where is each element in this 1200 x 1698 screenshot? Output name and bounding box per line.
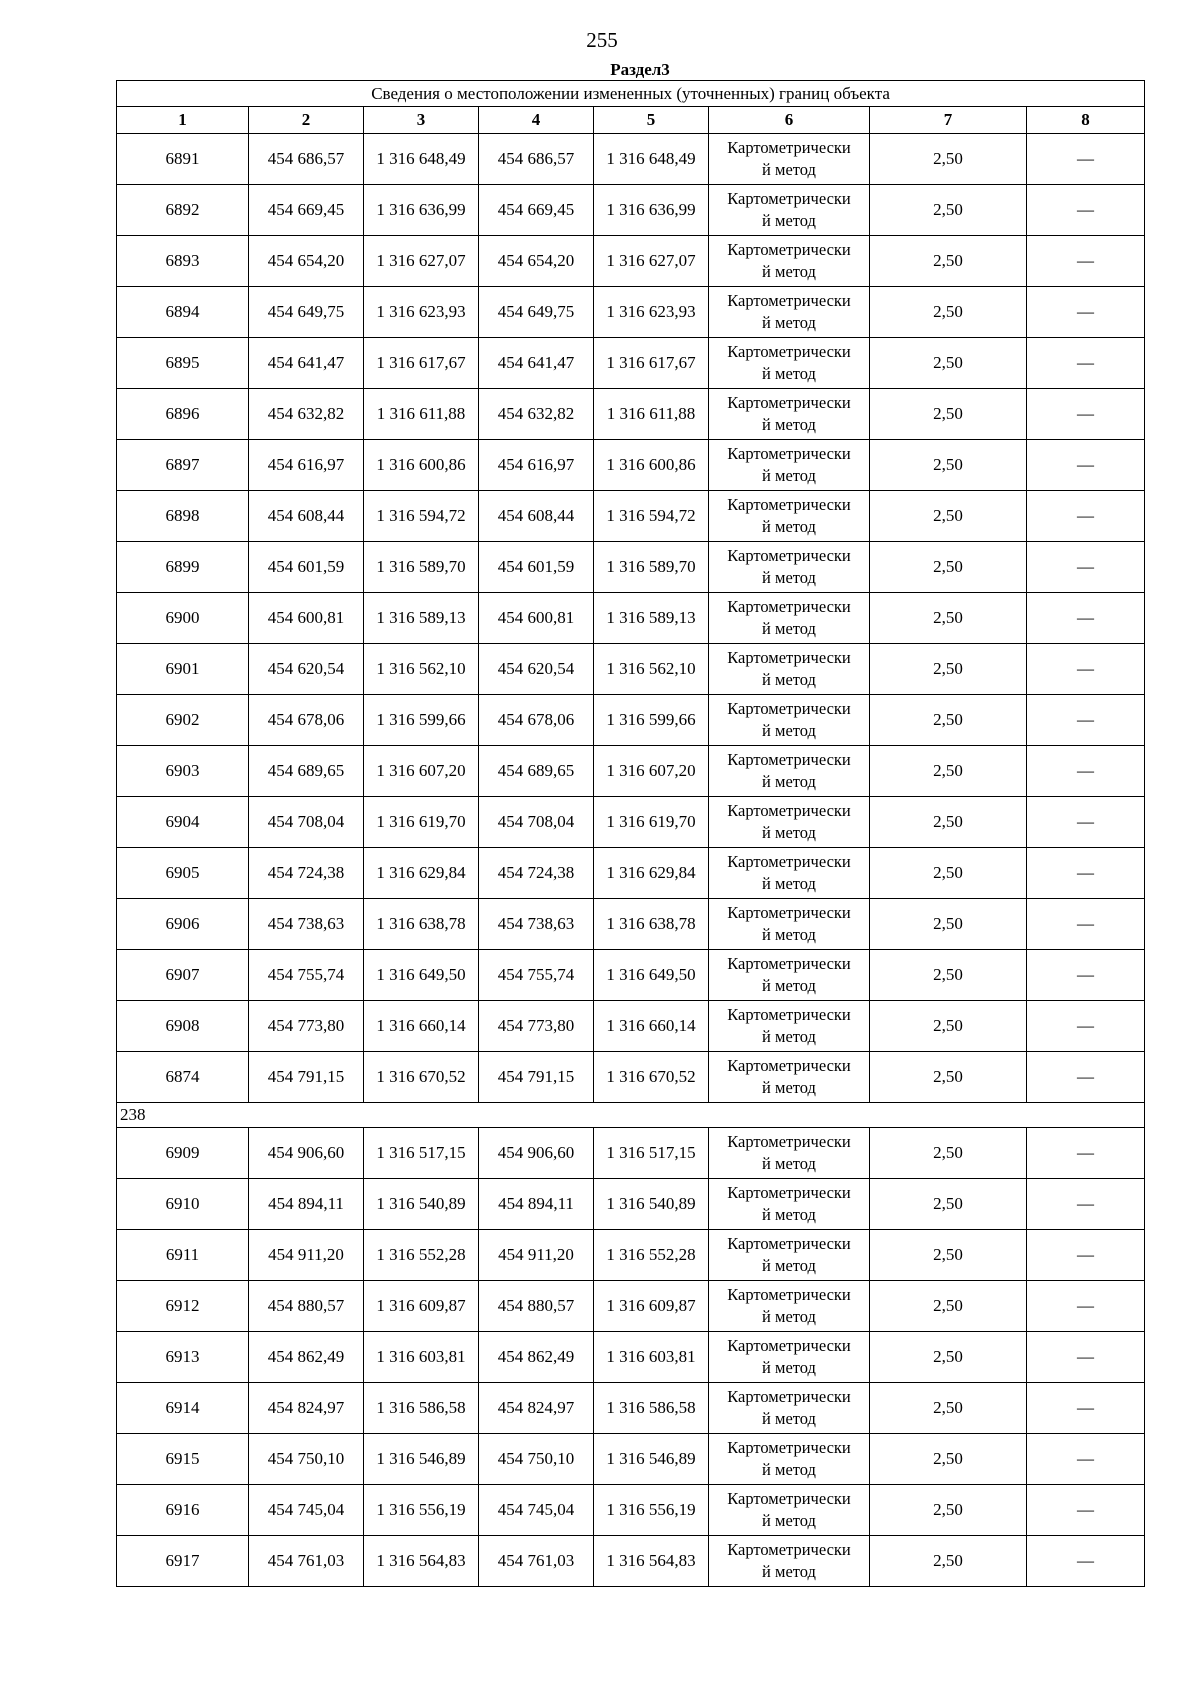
x-existing-cell: 454 880,57	[249, 1281, 364, 1332]
x-existing-cell: 454 686,57	[249, 134, 364, 185]
x-existing-cell: 454 649,75	[249, 287, 364, 338]
method-cell: Картометрически й метод	[709, 644, 870, 695]
note-cell	[1027, 389, 1145, 440]
x-refined-cell: 454 880,57	[479, 1281, 594, 1332]
note-cell	[1027, 1332, 1145, 1383]
dash-mark: —	[1077, 1194, 1095, 1213]
y-existing-cell: 1 316 609,87	[364, 1281, 479, 1332]
point-number-cell: 6908	[117, 1001, 249, 1052]
x-refined-cell: 454 894,11	[479, 1179, 594, 1230]
table-row	[117, 797, 1145, 848]
x-refined-cell: 454 761,03	[479, 1536, 594, 1587]
note-cell	[1027, 542, 1145, 593]
note-cell	[1027, 593, 1145, 644]
y-existing-cell: 1 316 552,28	[364, 1230, 479, 1281]
x-existing-cell: 454 669,45	[249, 185, 364, 236]
y-existing-cell: 1 316 600,86	[364, 440, 479, 491]
x-refined-cell: 454 600,81	[479, 593, 594, 644]
x-existing-cell: 454 689,65	[249, 746, 364, 797]
precision-cell: 2,50	[870, 338, 1027, 389]
column-number: 2	[249, 107, 364, 134]
y-refined-cell: 1 316 660,14	[594, 1001, 709, 1052]
dash-mark: —	[1077, 251, 1095, 270]
boundary-coordinates-table	[116, 80, 1145, 1587]
x-existing-cell: 454 773,80	[249, 1001, 364, 1052]
note-cell	[1027, 746, 1145, 797]
dash-mark: —	[1077, 455, 1095, 474]
dash-mark: —	[1077, 1067, 1095, 1086]
x-refined-cell: 454 608,44	[479, 491, 594, 542]
method-cell: Картометрически й метод	[709, 797, 870, 848]
point-number-cell: 6916	[117, 1485, 249, 1536]
precision-cell: 2,50	[870, 1332, 1027, 1383]
precision-cell: 2,50	[870, 389, 1027, 440]
x-refined-cell: 454 689,65	[479, 746, 594, 797]
method-cell: Картометрически й метод	[709, 338, 870, 389]
x-refined-cell: 454 906,60	[479, 1128, 594, 1179]
y-existing-cell: 1 316 540,89	[364, 1179, 479, 1230]
x-refined-cell: 454 686,57	[479, 134, 594, 185]
precision-cell: 2,50	[870, 644, 1027, 695]
y-existing-cell: 1 316 648,49	[364, 134, 479, 185]
note-cell	[1027, 338, 1145, 389]
x-refined-cell: 454 649,75	[479, 287, 594, 338]
table-row	[117, 1485, 1145, 1536]
method-cell: Картометрически й метод	[709, 134, 870, 185]
y-existing-cell: 1 316 627,07	[364, 236, 479, 287]
x-existing-cell: 454 738,63	[249, 899, 364, 950]
page-number: 255	[586, 28, 618, 52]
x-refined-cell: 454 738,63	[479, 899, 594, 950]
x-existing-cell: 454 824,97	[249, 1383, 364, 1434]
note-cell	[1027, 1485, 1145, 1536]
y-refined-cell: 1 316 600,86	[594, 440, 709, 491]
precision-cell: 2,50	[870, 1434, 1027, 1485]
y-refined-cell: 1 316 589,13	[594, 593, 709, 644]
x-existing-cell: 454 616,97	[249, 440, 364, 491]
table-row	[117, 542, 1145, 593]
method-cell: Картометрически й метод	[709, 185, 870, 236]
precision-cell: 2,50	[870, 899, 1027, 950]
x-existing-cell: 454 620,54	[249, 644, 364, 695]
method-cell: Картометрически й метод	[709, 491, 870, 542]
dash-mark: —	[1077, 1347, 1095, 1366]
method-cell: Картометрически й метод	[709, 1434, 870, 1485]
table-row	[117, 338, 1145, 389]
point-number-cell: 6905	[117, 848, 249, 899]
y-refined-cell: 1 316 670,52	[594, 1052, 709, 1103]
y-refined-cell: 1 316 603,81	[594, 1332, 709, 1383]
note-cell	[1027, 287, 1145, 338]
table-row	[117, 899, 1145, 950]
column-number-row	[117, 107, 1145, 134]
precision-cell: 2,50	[870, 1536, 1027, 1587]
y-existing-cell: 1 316 589,70	[364, 542, 479, 593]
note-cell	[1027, 1536, 1145, 1587]
precision-cell: 2,50	[870, 695, 1027, 746]
note-cell	[1027, 950, 1145, 1001]
precision-cell: 2,50	[870, 491, 1027, 542]
y-existing-cell: 1 316 607,20	[364, 746, 479, 797]
y-refined-cell: 1 316 586,58	[594, 1383, 709, 1434]
table-row	[117, 1383, 1145, 1434]
table-row	[117, 134, 1145, 185]
table-row	[117, 1052, 1145, 1103]
x-existing-cell: 454 745,04	[249, 1485, 364, 1536]
x-refined-cell: 454 616,97	[479, 440, 594, 491]
method-cell: Картометрически й метод	[709, 1332, 870, 1383]
precision-cell: 2,50	[870, 746, 1027, 797]
precision-cell: 2,50	[870, 1128, 1027, 1179]
y-refined-cell: 1 316 648,49	[594, 134, 709, 185]
x-refined-cell: 454 708,04	[479, 797, 594, 848]
x-existing-cell: 454 755,74	[249, 950, 364, 1001]
y-existing-cell: 1 316 638,78	[364, 899, 479, 950]
dash-mark: —	[1077, 1143, 1095, 1162]
x-existing-cell: 454 641,47	[249, 338, 364, 389]
y-existing-cell: 1 316 562,10	[364, 644, 479, 695]
dash-mark: —	[1077, 1245, 1095, 1264]
note-cell	[1027, 695, 1145, 746]
x-existing-cell: 454 608,44	[249, 491, 364, 542]
table-row	[117, 1179, 1145, 1230]
dash-mark: —	[1077, 1449, 1095, 1468]
x-existing-cell: 454 708,04	[249, 797, 364, 848]
x-existing-cell: 454 632,82	[249, 389, 364, 440]
point-number-cell: 6914	[117, 1383, 249, 1434]
point-number-cell: 6899	[117, 542, 249, 593]
point-number-cell: 6912	[117, 1281, 249, 1332]
y-existing-cell: 1 316 603,81	[364, 1332, 479, 1383]
dash-mark: —	[1077, 353, 1095, 372]
precision-cell: 2,50	[870, 1230, 1027, 1281]
precision-cell: 2,50	[870, 1052, 1027, 1103]
dash-mark: —	[1077, 914, 1095, 933]
x-refined-cell: 454 745,04	[479, 1485, 594, 1536]
table-row	[117, 1281, 1145, 1332]
note-cell	[1027, 236, 1145, 287]
dash-mark: —	[1077, 710, 1095, 729]
note-cell	[1027, 797, 1145, 848]
x-refined-cell: 454 750,10	[479, 1434, 594, 1485]
dash-mark: —	[1077, 659, 1095, 678]
precision-cell: 2,50	[870, 185, 1027, 236]
table-row	[117, 389, 1145, 440]
method-cell: Картометрически й метод	[709, 236, 870, 287]
y-existing-cell: 1 316 594,72	[364, 491, 479, 542]
point-number-cell: 6891	[117, 134, 249, 185]
method-cell: Картометрически й метод	[709, 389, 870, 440]
method-cell: Картометрически й метод	[709, 1230, 870, 1281]
method-cell: Картометрически й метод	[709, 1485, 870, 1536]
table-row	[117, 746, 1145, 797]
y-refined-cell: 1 316 623,93	[594, 287, 709, 338]
x-existing-cell: 454 761,03	[249, 1536, 364, 1587]
method-cell: Картометрически й метод	[709, 1052, 870, 1103]
precision-cell: 2,50	[870, 236, 1027, 287]
y-refined-cell: 1 316 556,19	[594, 1485, 709, 1536]
column-number: 6	[709, 107, 870, 134]
method-cell: Картометрически й метод	[709, 1536, 870, 1587]
point-number-cell: 6894	[117, 287, 249, 338]
dash-mark: —	[1077, 557, 1095, 576]
y-existing-cell: 1 316 660,14	[364, 1001, 479, 1052]
y-existing-cell: 1 316 619,70	[364, 797, 479, 848]
y-existing-cell: 1 316 611,88	[364, 389, 479, 440]
point-number-cell: 6917	[117, 1536, 249, 1587]
precision-cell: 2,50	[870, 440, 1027, 491]
table-row	[117, 1434, 1145, 1485]
y-existing-cell: 1 316 670,52	[364, 1052, 479, 1103]
dash-mark: —	[1077, 404, 1095, 423]
note-cell	[1027, 899, 1145, 950]
method-cell: Картометрически й метод	[709, 542, 870, 593]
x-refined-cell: 454 824,97	[479, 1383, 594, 1434]
dash-mark: —	[1077, 200, 1095, 219]
y-refined-cell: 1 316 546,89	[594, 1434, 709, 1485]
table-row	[117, 644, 1145, 695]
x-refined-cell: 454 620,54	[479, 644, 594, 695]
note-cell	[1027, 1128, 1145, 1179]
y-refined-cell: 1 316 638,78	[594, 899, 709, 950]
method-cell: Картометрически й метод	[709, 950, 870, 1001]
y-refined-cell: 1 316 540,89	[594, 1179, 709, 1230]
method-cell: Картометрически й метод	[709, 1383, 870, 1434]
note-cell	[1027, 1281, 1145, 1332]
column-number: 7	[870, 107, 1027, 134]
y-refined-cell: 1 316 607,20	[594, 746, 709, 797]
x-existing-cell: 454 654,20	[249, 236, 364, 287]
x-existing-cell: 454 862,49	[249, 1332, 364, 1383]
point-number-cell: 6900	[117, 593, 249, 644]
method-cell: Картометрически й метод	[709, 1128, 870, 1179]
y-existing-cell: 1 316 589,13	[364, 593, 479, 644]
table-caption: Сведения о местоположении измененных (уточненных) границ объекта	[117, 81, 1145, 107]
precision-cell: 2,50	[870, 593, 1027, 644]
x-refined-cell: 454 773,80	[479, 1001, 594, 1052]
table-row	[117, 287, 1145, 338]
table-body	[117, 134, 1145, 1587]
precision-cell: 2,50	[870, 542, 1027, 593]
x-refined-cell: 454 678,06	[479, 695, 594, 746]
y-existing-cell: 1 316 564,83	[364, 1536, 479, 1587]
table-row	[117, 1230, 1145, 1281]
y-existing-cell: 1 316 649,50	[364, 950, 479, 1001]
table-row	[117, 593, 1145, 644]
dash-mark: —	[1077, 1500, 1095, 1519]
method-cell: Картометрически й метод	[709, 593, 870, 644]
point-number-cell: 6895	[117, 338, 249, 389]
x-existing-cell: 454 791,15	[249, 1052, 364, 1103]
point-number-cell: 6913	[117, 1332, 249, 1383]
point-number-cell: 6874	[117, 1052, 249, 1103]
x-refined-cell: 454 862,49	[479, 1332, 594, 1383]
y-existing-cell: 1 316 629,84	[364, 848, 479, 899]
method-cell: Картометрически й метод	[709, 1281, 870, 1332]
method-cell: Картометрически й метод	[709, 1001, 870, 1052]
x-refined-cell: 454 601,59	[479, 542, 594, 593]
method-cell: Картометрически й метод	[709, 848, 870, 899]
x-existing-cell: 454 906,60	[249, 1128, 364, 1179]
y-refined-cell: 1 316 599,66	[594, 695, 709, 746]
point-number-cell: 6902	[117, 695, 249, 746]
x-refined-cell: 454 755,74	[479, 950, 594, 1001]
y-refined-cell: 1 316 629,84	[594, 848, 709, 899]
section-title: Раздел3	[610, 60, 670, 79]
y-refined-cell: 1 316 649,50	[594, 950, 709, 1001]
y-refined-cell: 1 316 611,88	[594, 389, 709, 440]
x-existing-cell: 454 600,81	[249, 593, 364, 644]
x-existing-cell: 454 911,20	[249, 1230, 364, 1281]
column-number: 3	[364, 107, 479, 134]
dash-mark: —	[1077, 149, 1095, 168]
table-row	[117, 1001, 1145, 1052]
precision-cell: 2,50	[870, 1179, 1027, 1230]
precision-cell: 2,50	[870, 287, 1027, 338]
table-row	[117, 1536, 1145, 1587]
y-existing-cell: 1 316 599,66	[364, 695, 479, 746]
dash-mark: —	[1077, 1296, 1095, 1315]
precision-cell: 2,50	[870, 134, 1027, 185]
y-refined-cell: 1 316 619,70	[594, 797, 709, 848]
note-cell	[1027, 1001, 1145, 1052]
dash-mark: —	[1077, 1551, 1095, 1570]
y-refined-cell: 1 316 609,87	[594, 1281, 709, 1332]
dash-mark: —	[1077, 812, 1095, 831]
point-number-cell: 6901	[117, 644, 249, 695]
note-cell	[1027, 134, 1145, 185]
table-row	[117, 848, 1145, 899]
y-refined-cell: 1 316 594,72	[594, 491, 709, 542]
x-existing-cell: 454 894,11	[249, 1179, 364, 1230]
point-number-cell: 6911	[117, 1230, 249, 1281]
precision-cell: 2,50	[870, 1485, 1027, 1536]
y-refined-cell: 1 316 627,07	[594, 236, 709, 287]
point-number-cell: 6906	[117, 899, 249, 950]
x-refined-cell: 454 911,20	[479, 1230, 594, 1281]
note-cell	[1027, 848, 1145, 899]
dash-mark: —	[1077, 506, 1095, 525]
contour-group-row	[117, 1103, 1145, 1128]
point-number-cell: 6903	[117, 746, 249, 797]
point-number-cell: 6904	[117, 797, 249, 848]
method-cell: Картометрически й метод	[709, 440, 870, 491]
table-row	[117, 236, 1145, 287]
note-cell	[1027, 644, 1145, 695]
y-refined-cell: 1 316 552,28	[594, 1230, 709, 1281]
x-existing-cell: 454 750,10	[249, 1434, 364, 1485]
y-refined-cell: 1 316 517,15	[594, 1128, 709, 1179]
dash-mark: —	[1077, 761, 1095, 780]
y-existing-cell: 1 316 623,93	[364, 287, 479, 338]
method-cell: Картометрически й метод	[709, 287, 870, 338]
y-refined-cell: 1 316 589,70	[594, 542, 709, 593]
x-existing-cell: 454 724,38	[249, 848, 364, 899]
precision-cell: 2,50	[870, 797, 1027, 848]
column-number: 5	[594, 107, 709, 134]
note-cell	[1027, 1179, 1145, 1230]
dash-mark: —	[1077, 1016, 1095, 1035]
table-row	[117, 1332, 1145, 1383]
dash-mark: —	[1077, 863, 1095, 882]
table-row	[117, 1128, 1145, 1179]
column-number: 4	[479, 107, 594, 134]
point-number-cell: 6892	[117, 185, 249, 236]
note-cell	[1027, 1052, 1145, 1103]
column-number: 1	[117, 107, 249, 134]
x-refined-cell: 454 724,38	[479, 848, 594, 899]
precision-cell: 2,50	[870, 848, 1027, 899]
y-existing-cell: 1 316 617,67	[364, 338, 479, 389]
method-cell: Картометрически й метод	[709, 1179, 870, 1230]
y-refined-cell: 1 316 562,10	[594, 644, 709, 695]
y-refined-cell: 1 316 636,99	[594, 185, 709, 236]
x-refined-cell: 454 641,47	[479, 338, 594, 389]
precision-cell: 2,50	[870, 950, 1027, 1001]
x-refined-cell: 454 654,20	[479, 236, 594, 287]
column-number: 8	[1027, 107, 1145, 134]
point-number-cell: 6893	[117, 236, 249, 287]
y-existing-cell: 1 316 517,15	[364, 1128, 479, 1179]
y-existing-cell: 1 316 636,99	[364, 185, 479, 236]
table-row	[117, 491, 1145, 542]
precision-cell: 2,50	[870, 1281, 1027, 1332]
dash-mark: —	[1077, 302, 1095, 321]
note-cell	[1027, 491, 1145, 542]
y-refined-cell: 1 316 617,67	[594, 338, 709, 389]
y-existing-cell: 1 316 556,19	[364, 1485, 479, 1536]
note-cell	[1027, 440, 1145, 491]
point-number-cell: 6897	[117, 440, 249, 491]
y-refined-cell: 1 316 564,83	[594, 1536, 709, 1587]
y-existing-cell: 1 316 586,58	[364, 1383, 479, 1434]
method-cell: Картометрически й метод	[709, 899, 870, 950]
x-refined-cell: 454 632,82	[479, 389, 594, 440]
method-cell: Картометрически й метод	[709, 695, 870, 746]
contour-number: 238	[117, 1103, 1145, 1128]
note-cell	[1027, 1383, 1145, 1434]
x-existing-cell: 454 601,59	[249, 542, 364, 593]
method-cell: Картометрически й метод	[709, 746, 870, 797]
point-number-cell: 6909	[117, 1128, 249, 1179]
table-row	[117, 950, 1145, 1001]
table-row	[117, 695, 1145, 746]
note-cell	[1027, 1230, 1145, 1281]
point-number-cell: 6896	[117, 389, 249, 440]
point-number-cell: 6907	[117, 950, 249, 1001]
note-cell	[1027, 1434, 1145, 1485]
x-refined-cell: 454 791,15	[479, 1052, 594, 1103]
dash-mark: —	[1077, 1398, 1095, 1417]
dash-mark: —	[1077, 965, 1095, 984]
table-row	[117, 185, 1145, 236]
x-refined-cell: 454 669,45	[479, 185, 594, 236]
table-row	[117, 440, 1145, 491]
point-number-cell: 6898	[117, 491, 249, 542]
point-number-cell: 6915	[117, 1434, 249, 1485]
y-existing-cell: 1 316 546,89	[364, 1434, 479, 1485]
point-number-cell: 6910	[117, 1179, 249, 1230]
note-cell	[1027, 185, 1145, 236]
dash-mark: —	[1077, 608, 1095, 627]
precision-cell: 2,50	[870, 1001, 1027, 1052]
precision-cell: 2,50	[870, 1383, 1027, 1434]
x-existing-cell: 454 678,06	[249, 695, 364, 746]
